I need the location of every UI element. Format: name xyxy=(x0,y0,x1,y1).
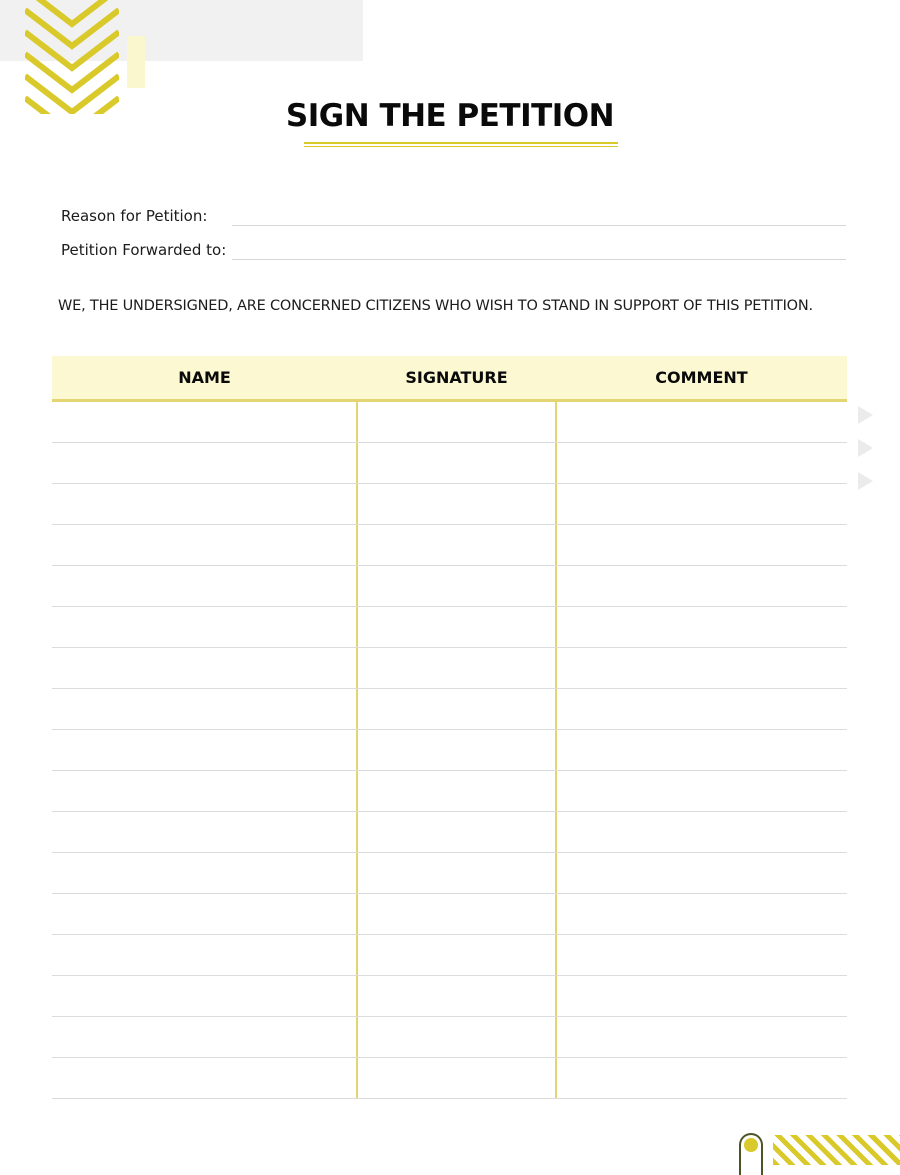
table-row[interactable] xyxy=(52,647,847,648)
pill-dot xyxy=(744,1138,758,1152)
column-divider-1 xyxy=(356,402,358,1098)
table-header xyxy=(52,356,847,402)
play-arrow-icon xyxy=(858,439,873,457)
header-signature: SIGNATURE xyxy=(405,368,508,387)
play-arrow-icon xyxy=(858,472,873,490)
diagonal-stripes-icon xyxy=(773,1135,900,1165)
table-row[interactable] xyxy=(52,811,847,812)
forwarded-input-line[interactable] xyxy=(232,259,846,260)
pill-dot-icon xyxy=(739,1133,763,1175)
table-row[interactable] xyxy=(52,606,847,607)
table-row[interactable] xyxy=(52,1016,847,1017)
table-row[interactable] xyxy=(52,688,847,689)
table-row[interactable] xyxy=(52,1057,847,1058)
chevron-pattern-icon xyxy=(25,0,119,114)
forwarded-label: Petition Forwarded to: xyxy=(61,241,227,259)
table-row[interactable] xyxy=(52,770,847,771)
play-arrow-icon xyxy=(858,406,873,424)
table-row[interactable] xyxy=(52,565,847,566)
yellow-accent-block xyxy=(127,36,145,88)
table-row[interactable] xyxy=(52,524,847,525)
table-row[interactable] xyxy=(52,729,847,730)
table-row[interactable] xyxy=(52,975,847,976)
table-row[interactable] xyxy=(52,934,847,935)
table-row[interactable] xyxy=(52,1098,847,1099)
table-row[interactable] xyxy=(52,483,847,484)
title-underline-thin xyxy=(304,146,618,147)
support-statement: WE, THE UNDERSIGNED, ARE CONCERNED CITIZENS WHO WISH TO STAND IN SUPPORT OF THIS PETITION. xyxy=(58,298,813,314)
header-comment: COMMENT xyxy=(655,368,748,387)
title-underline xyxy=(304,142,618,144)
table-row[interactable] xyxy=(52,893,847,894)
reason-input-line[interactable] xyxy=(232,225,846,226)
header-name: NAME xyxy=(178,368,231,387)
page-title: SIGN THE PETITION xyxy=(285,98,615,134)
column-divider-2 xyxy=(555,402,557,1098)
table-row[interactable] xyxy=(52,442,847,443)
reason-label: Reason for Petition: xyxy=(61,207,208,225)
table-row[interactable] xyxy=(52,852,847,853)
